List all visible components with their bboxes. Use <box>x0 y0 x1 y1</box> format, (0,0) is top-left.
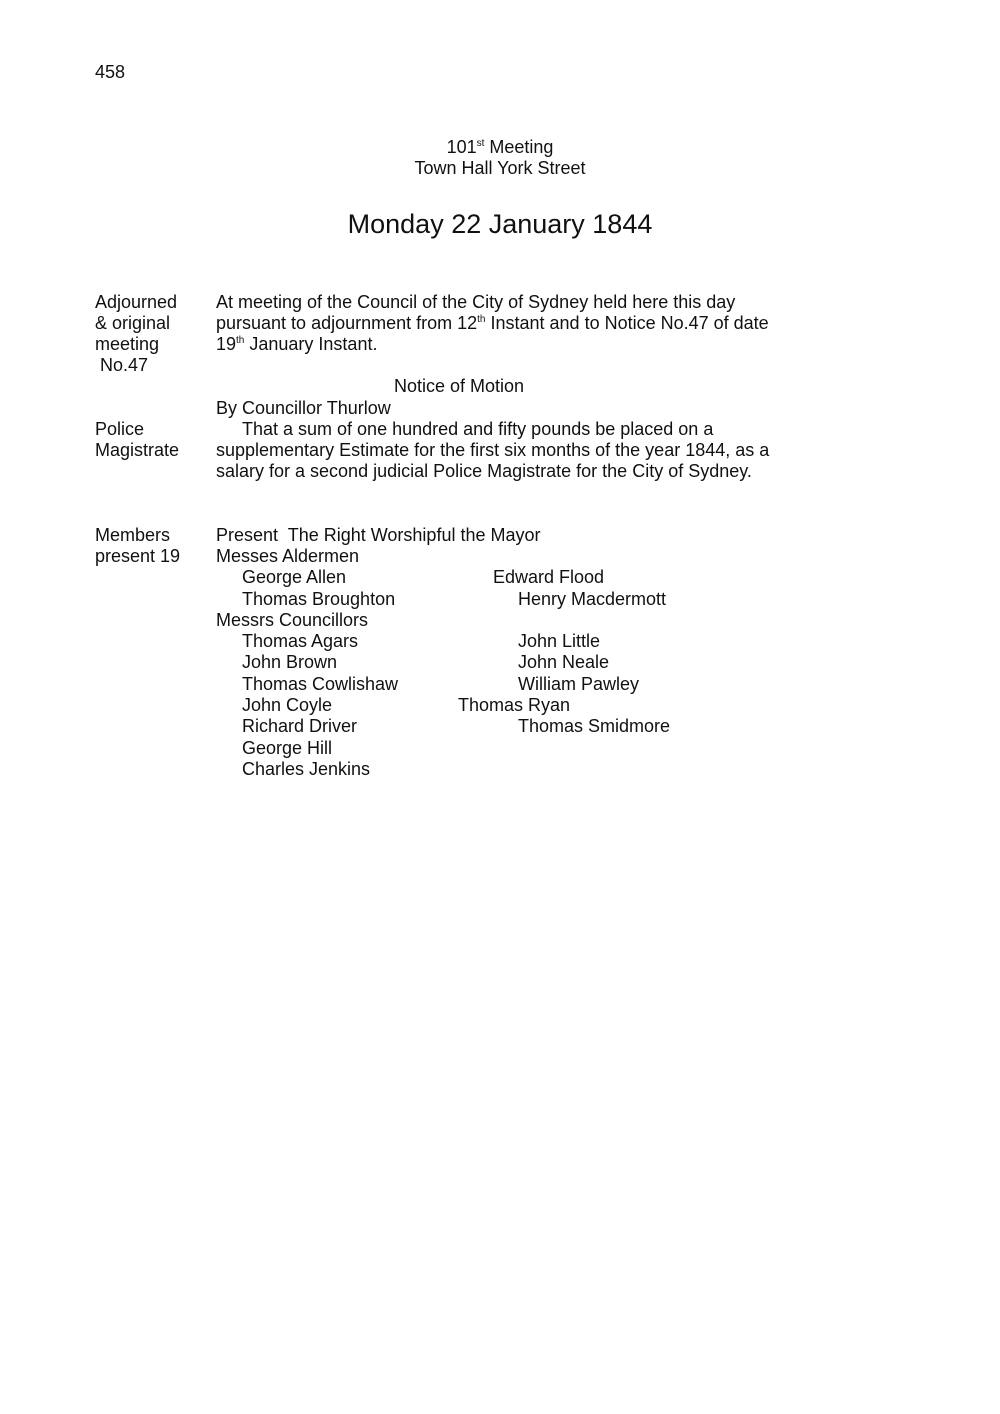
motion-line-1: That a sum of one hundred and fifty pounds be placed on a <box>242 419 714 439</box>
margin-note-adjourned-1: Adjourned <box>95 292 178 312</box>
councillor-name: Thomas Ryan <box>458 695 571 715</box>
meeting-venue: Town Hall York Street <box>414 158 586 178</box>
margin-note-police-2: Magistrate <box>95 440 180 460</box>
councillor-name: Thomas Cowlishaw <box>242 674 399 694</box>
page-title: Monday 22 January 1844 <box>347 209 653 239</box>
present-heading: Present The Right Worshipful the Mayor <box>216 525 541 545</box>
councillor-name: Thomas Smidmore <box>518 716 671 736</box>
notice-by: By Councillor Thurlow <box>216 398 391 418</box>
page-number: 458 <box>95 62 126 82</box>
margin-note-members-1: Members <box>95 525 171 545</box>
alderman-name: Henry Macdermott <box>518 589 667 609</box>
alderman-name: George Allen <box>242 567 347 587</box>
councillor-name: John Brown <box>242 652 338 672</box>
intro-line-1: At meeting of the Council of the City of Sydney held here this day <box>216 292 736 312</box>
councillor-name: Thomas Agars <box>242 631 359 651</box>
councillor-name: William Pawley <box>518 674 640 694</box>
meeting-heading <box>0 137 1000 179</box>
margin-note-adjourned-3: meeting <box>95 334 160 354</box>
margin-note-members-2: present 19 <box>95 546 181 566</box>
margin-note-police-1: Police <box>95 419 145 439</box>
alderman-name: Edward Flood <box>493 567 605 587</box>
councillor-name: Richard Driver <box>242 716 358 736</box>
margin-note-adjourned-4: No.47 <box>95 355 149 375</box>
intro-line-3: 19th January Instant. <box>216 334 378 354</box>
councillor-name: George Hill <box>242 738 333 758</box>
notice-heading: Notice of Motion <box>394 376 525 396</box>
meeting-number: 101st Meeting <box>446 137 554 157</box>
councillors-label: Messrs Councillors <box>216 610 369 630</box>
councillor-name: Charles Jenkins <box>242 759 371 779</box>
intro-line-2: pursuant to adjournment from 12th Instant and to Notice No.47 of date <box>216 313 769 333</box>
margin-note-adjourned-2: & original <box>95 313 171 333</box>
motion-line-2: supplementary Estimate for the first six months of the year 1844, as a <box>216 440 770 460</box>
motion-line-3: salary for a second judicial Police Magistrate for the City of Sydney. <box>216 461 752 481</box>
aldermen-label: Messes Aldermen <box>216 546 360 566</box>
alderman-name: Thomas Broughton <box>242 589 396 609</box>
councillor-name: John Coyle <box>242 695 333 715</box>
councillor-name: John Neale <box>518 652 610 672</box>
councillor-name: John Little <box>518 631 601 651</box>
